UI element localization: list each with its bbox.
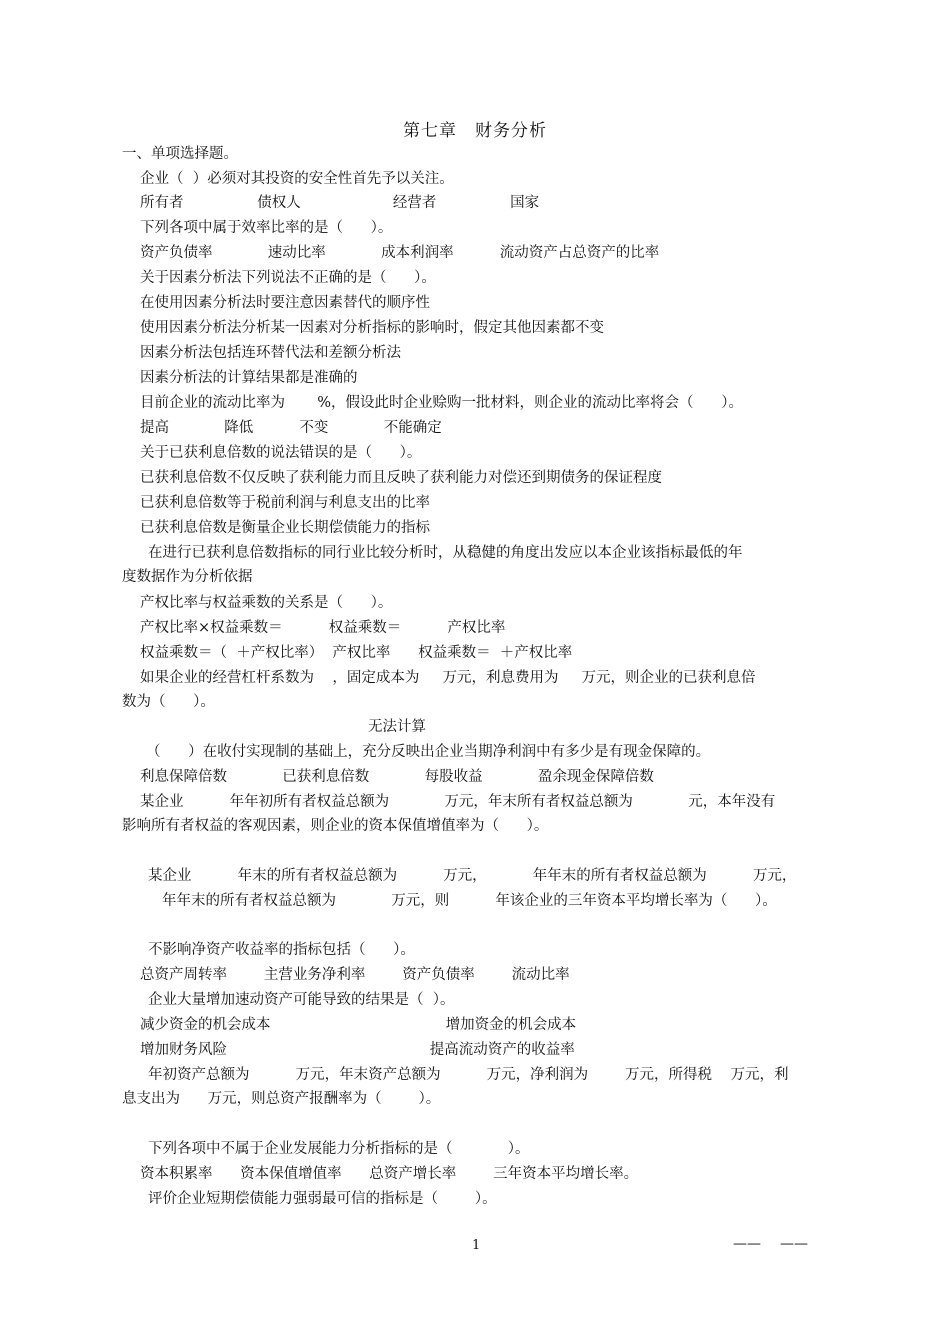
text-line: （ ）在收付实现制的基础上，充分反映出企业当期净利润中有多少是有现金保障的。 [146,744,711,760]
chapter-title: 第七章 财务分析 [403,121,547,141]
text-line: 因素分析法的计算结果都是准确的 [140,370,358,386]
text-line: 已获利息倍数是衡量企业长期偿债能力的指标 [140,520,430,536]
text-line: 所有者 债权人 经营者 国家 [140,195,540,211]
text-line: 已获利息倍数不仅反映了获利能力而且反映了获利能力对偿还到期债务的保证程度 [140,470,662,486]
text-line: 目前企业的流动比率为 %，假设此时企业赊购一批材料，则企业的流动比率将会（ ）。 [140,395,743,411]
text-line: 企业大量增加速动资产可能导致的结果是（ ）。 [148,992,455,1008]
text-line: 某企业 年末的所有者权益总额为 万元， 年年末的所有者权益总额为 万元， [148,868,797,884]
text-line: 提高 降低 不变 不能确定 [140,420,442,436]
text-line: 减少资金的机会成本 增加资金的机会成本 [140,1017,577,1033]
text-line: 已获利息倍数等于税前利润与利息支出的比率 [140,495,430,511]
text-line: 企业（ ）必须对其投资的安全性首先予以关注。 [140,171,454,187]
text-line: 数为（ ）。 [122,694,215,710]
text-line: 如果企业的经营杠杆系数为 ，固定成本为 万元，利息费用为 万元，则企业的已获利息倍 [140,670,756,686]
text-line: 不影响净资产收益率的指标包括（ ）。 [148,942,415,958]
page-number: 1 [472,1238,481,1253]
text-line: 影响所有者权益的客观因素，则企业的资本保值增值率为（ ）。 [122,818,549,834]
text-line: 一、单项选择题。 [122,146,238,162]
text-line: 关于因素分析法下列说法不正确的是（ ）。 [140,270,436,286]
text-line: 产权比率×权益乘数＝ 权益乘数＝ 产权比率 [140,620,506,636]
text-line: 使用因素分析法分析某一因素对分析指标的影响时，假定其他因素都不变 [140,320,604,336]
text-line: 下列各项中属于效率比率的是（ ）。 [140,220,393,236]
text-line: 增加财务风险 提高流动资产的收益率 [140,1042,575,1058]
text-line: 利息保障倍数 已获利息倍数 每股收益 盈余现金保障倍数 [140,769,654,785]
text-line: 因素分析法包括连环替代法和差额分析法 [140,345,401,361]
text-line: 在使用因素分析法时要注意因素替代的顺序性 [140,295,430,311]
text-line: 无法计算 [368,719,426,735]
text-line: 关于已获利息倍数的说法错误的是（ ）。 [140,445,422,461]
text-line: 评价企业短期偿债能力强弱最可信的指标是（ ）。 [148,1191,497,1207]
text-line: 在进行已获利息倍数指标的同行业比较分析时，从稳健的角度出发应以本企业该指标最低的年 [148,545,743,561]
footer-dash-left: —— [733,1236,761,1252]
footer-dash-right: —— [780,1236,808,1252]
text-line: 产权比率与权益乘数的关系是（ ）。 [140,595,393,611]
text-line: 资本积累率 资本保值增值率 总资产增长率 三年资本平均增长率。 [140,1166,639,1182]
text-line: 权益乘数＝（ ＋产权比率） 产权比率 权益乘数＝ ＋产权比率 [140,645,573,661]
text-line: 资产负债率 速动比率 成本利润率 流动资产占总资产的比率 [140,245,660,261]
text-line: 下列各项中不属于企业发展能力分析指标的是（ ）。 [148,1141,530,1157]
text-line: 息支出为 万元，则总资产报酬率为（ ）。 [122,1091,441,1107]
text-line: 某企业 年年初所有者权益总额为 万元，年末所有者权益总额为 元，本年没有 [140,794,776,810]
text-line: 年年末的所有者权益总额为 万元，则 年该企业的三年资本平均增长率为（ ）。 [162,893,777,909]
text-line: 年初资产总额为 万元，年末资产总额为 万元，净利润为 万元，所得税 万元，利 [148,1067,789,1083]
text-line: 总资产周转率 主营业务净利率 资产负债率 流动比率 [140,967,570,983]
text-line: 度数据作为分析依据 [122,569,253,585]
